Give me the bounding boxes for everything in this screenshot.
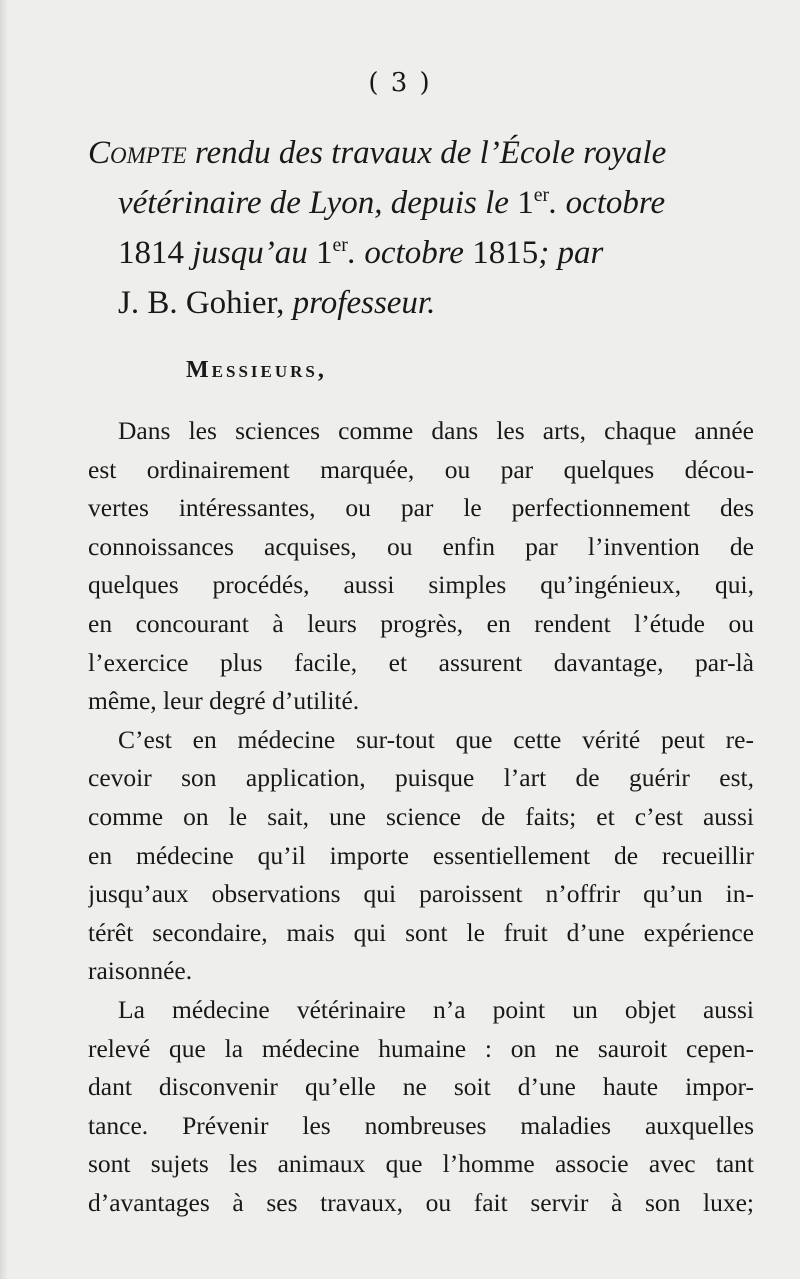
salutation: Messieurs,: [186, 357, 327, 383]
text-line: térêt secondaire, mais qui sont le fruit d’une expérience: [88, 917, 754, 947]
text-line: La médecine vétérinaire n’a point un objet aussi: [118, 994, 754, 1024]
title-text: jusqu’au: [184, 235, 316, 271]
report-title: [88, 128, 754, 328]
text-line: comme on le sait, une science de faits; et c’est aussi: [88, 801, 754, 831]
text-line: en concourant à leurs progrès, en rendent l’étude ou: [88, 608, 754, 638]
title-line-2: [88, 178, 754, 228]
text-line: C’est en médecine sur-tout que cette vérité peut re-: [118, 724, 754, 754]
text-line: cevoir son application, puisque l’art de guérir est,: [88, 763, 754, 793]
title-superscript: er: [533, 184, 550, 206]
text-line: en médecine qu’il importe essentiellement de recueillir: [88, 840, 754, 870]
body-text: [88, 412, 754, 1222]
title-text: . octobre: [347, 235, 473, 271]
text-line: dant disconvenir qu’elle ne soit d’une haute impor-: [88, 1072, 754, 1102]
page-number: ( 3 ): [368, 68, 432, 98]
page-edge-shadow: [0, 0, 8, 1279]
title-text: vétérinaire de Lyon, depuis le: [118, 185, 518, 221]
text-line: d’avantages à ses travaux, ou fait servir à son luxe;: [88, 1187, 754, 1217]
paragraph-3: [88, 991, 754, 1223]
title-date-number: 1: [517, 185, 534, 221]
text-line: raisonnée.: [88, 956, 193, 986]
text-line: relevé que la médecine humaine : on ne sauroit cepen-: [88, 1033, 754, 1063]
author-name: J. B. Gohier,: [118, 285, 293, 321]
paragraph-2: [88, 721, 754, 991]
title-line-4: [88, 278, 754, 328]
text-line: vertes intéressantes, ou par le perfectionnement des: [88, 493, 754, 523]
title-text: rendu des travaux de l’École royale: [186, 135, 667, 171]
text-line: l’exercice plus facile, et assurent davantage, par-là: [88, 647, 754, 677]
text-line: jusqu’aux observations qui paroissent n’offrir qu’un in-: [88, 879, 754, 909]
text-line: Dans les sciences comme dans les arts, chaque année: [118, 416, 754, 445]
title-text: . octobre: [549, 185, 666, 221]
text-line: tance. Prévenir les nombreuses maladies auxquelles: [88, 1110, 754, 1140]
title-year: 1815: [472, 235, 539, 271]
text-line: est ordinairement marquée, ou par quelques décou-: [88, 454, 754, 484]
title-year: 1814: [118, 235, 184, 271]
title-line-1: [88, 128, 754, 178]
paragraph-1: [88, 412, 754, 721]
title-line-3: [88, 228, 754, 278]
title-lead-word: Compte: [88, 135, 187, 171]
title-superscript: er: [332, 234, 348, 256]
text-line: sont sujets les animaux que l’homme associe avec tant: [88, 1149, 754, 1179]
text-line: quelques procédés, aussi simples qu’ingénieux, qui,: [88, 570, 754, 600]
text-line: connoissances acquises, ou enfin par l’invention de: [88, 531, 754, 561]
title-date-number: 1: [316, 235, 333, 271]
author-role: professeur.: [292, 285, 436, 321]
title-text: ; par: [538, 235, 604, 271]
text-line: même, leur degré d’utilité.: [88, 686, 360, 716]
